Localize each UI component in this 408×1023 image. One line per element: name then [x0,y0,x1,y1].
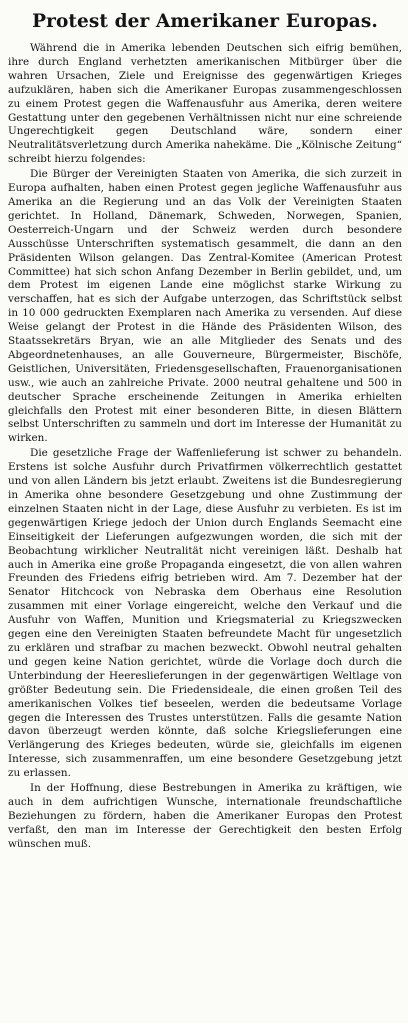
article-paragraph-legal-question: Die gesetzliche Frage der Waffenlieferung ist schwer zu behandeln. Erstens ist solche Ausfuhr durch Privatfirmen völkerrechtlich gestattet und von allen Ländern bis jetzt erlaubt. Zweitens ist die Bundesregierung in Amerika ohne besondere Gesetzgebung und ohne Zustimmung der einzelnen Staaten nicht in der Lage, diese Ausfuhr zu verbieten. Es ist im gegenwärtigen Kriege jedoch der Union durch Englands Seemacht eine Einseitigkeit der Lieferungen aufgezwungen worden, die sich mit der Beobachtung wirklicher Neutralität nicht vereinigen läßt. Deshalb hat auch in Amerika eine große Propaganda eingesetzt, die von allen wahren Freunden des Friedens eifrig betrieben wird. Am 7. Dezember hat der Senator Hitchcock von Nebraska dem Oberhaus eine Resolution zusammen mit einer Vorlage eingereicht, welche den Verkauf und die Ausfuhr von Waffen, Munition und Kriegsmaterial zu Kriegszwecken gegen eine den Vereinigten Staaten befreundete Macht für ungesetzlich zu erklären und strafbar zu machen bezweckt. Obwohl neutral gehalten und gegen keine Nation gerichtet, würde die Vorlage doch durch die Unterbindung der Heereslieferungen in der gegenwärtigen Weltlage von größter Bedeutung sein. Die Friedensideale, die einen großen Teil des amerikanischen Volkes tief beseelen, werden die bedeutsame Vorlage gegen die Interessen des Trustes unterstützen. Falls die gesamte Nation davon überzeugt werden könnte, daß solche Kriegslieferungen eine Verlängerung des Krieges bedeuten, würde sie, gleichfalls im eigenen Interesse, sich zusammenraffen, um eine besondere Gesetzgebung jetzt zu erlassen. [8,447,402,780]
article-body [8,42,402,852]
article-headline: Protest der Amerikaner Europas. [32,11,378,32]
article-paragraph-conclusion: In der Hoffnung, diese Bestrebungen in Amerika zu kräftigen, wie auch in dem aufrichtigen Wunsche, internationale freundschaftliche Beziehungen zu fördern, haben die Amerikaner Europas den Protest verfaßt, den man im Interesse der Gerechtigkeit den besten Erfolg wünschen muß. [8,782,402,850]
article-paragraph-protest: Die Bürger der Vereinigten Staaten von Amerika, die sich zurzeit in Europa aufhalten, haben einen Protest gegen jegliche Waffenausfuhr aus Amerika an die Regierung und an das Volk der Vereinigten Staaten gerichtet. In Holland, Dänemark, Schweden, Norwegen, Spanien, Oesterreich-Ungarn und der Schweiz werden durch besondere Ausschüsse Unterschriften systematisch gesammelt, die dann an den Präsidenten Wilson gelangen. Das Zentral-Komitee (American Protest Committee) hat sich schon Anfang Dezember in Berlin gebildet, und, um dem Protest im eigenen Lande eine möglichst starke Wirkung zu verschaffen, hat es sich der Aufgabe unterzogen, das Schriftstück selbst in 10 000 gedruckten Exemplaren nach Amerika zu versenden. Auf diese Weise gelangt der Protest in die Hände des Präsidenten Wilson, des Staatssekretärs Bryan, wie an alle Mitglieder des Senats und des Abgeordnetenhauses, an alle Gouverneure, Bürgermeister, Bischöfe, Geistlichen, Universitäten, Friedensgesellschaften, Frauenorganisationen usw., wie auch an zahlreiche Private. 2000 neutral gehaltene und 500 in deutscher Sprache erscheinende Zeitungen in Amerika erhielten gleichfalls den Protest mit einer besonderen Bitte, in diesen Blättern selbst Unterschriften zu sammeln und dort im Interesse der Humanität zu wirken. [8,168,402,445]
article-paragraph-intro: Während die in Amerika lebenden Deutschen sich eifrig bemühen, ihre durch England verhetzten amerikanischen Mitbürger über die wahren Ursachen, Ziele und Ereignisse des gegenwärtigen Krieges aufzuklären, haben sich die Amerikaner Europas zusammengeschlossen zu einem Protest gegen die Waffenausfuhr aus Amerika, deren weitere Gestattung unter den gegebenen Verhältnissen nicht nur eine schreiende Ungerechtigkeit gegen Deutschland wäre, sondern einer Neutralitätsverletzung durch Amerika nahekäme. Die „Kölnische Zeitung“ schreibt hierzu folgendes: [8,42,402,166]
